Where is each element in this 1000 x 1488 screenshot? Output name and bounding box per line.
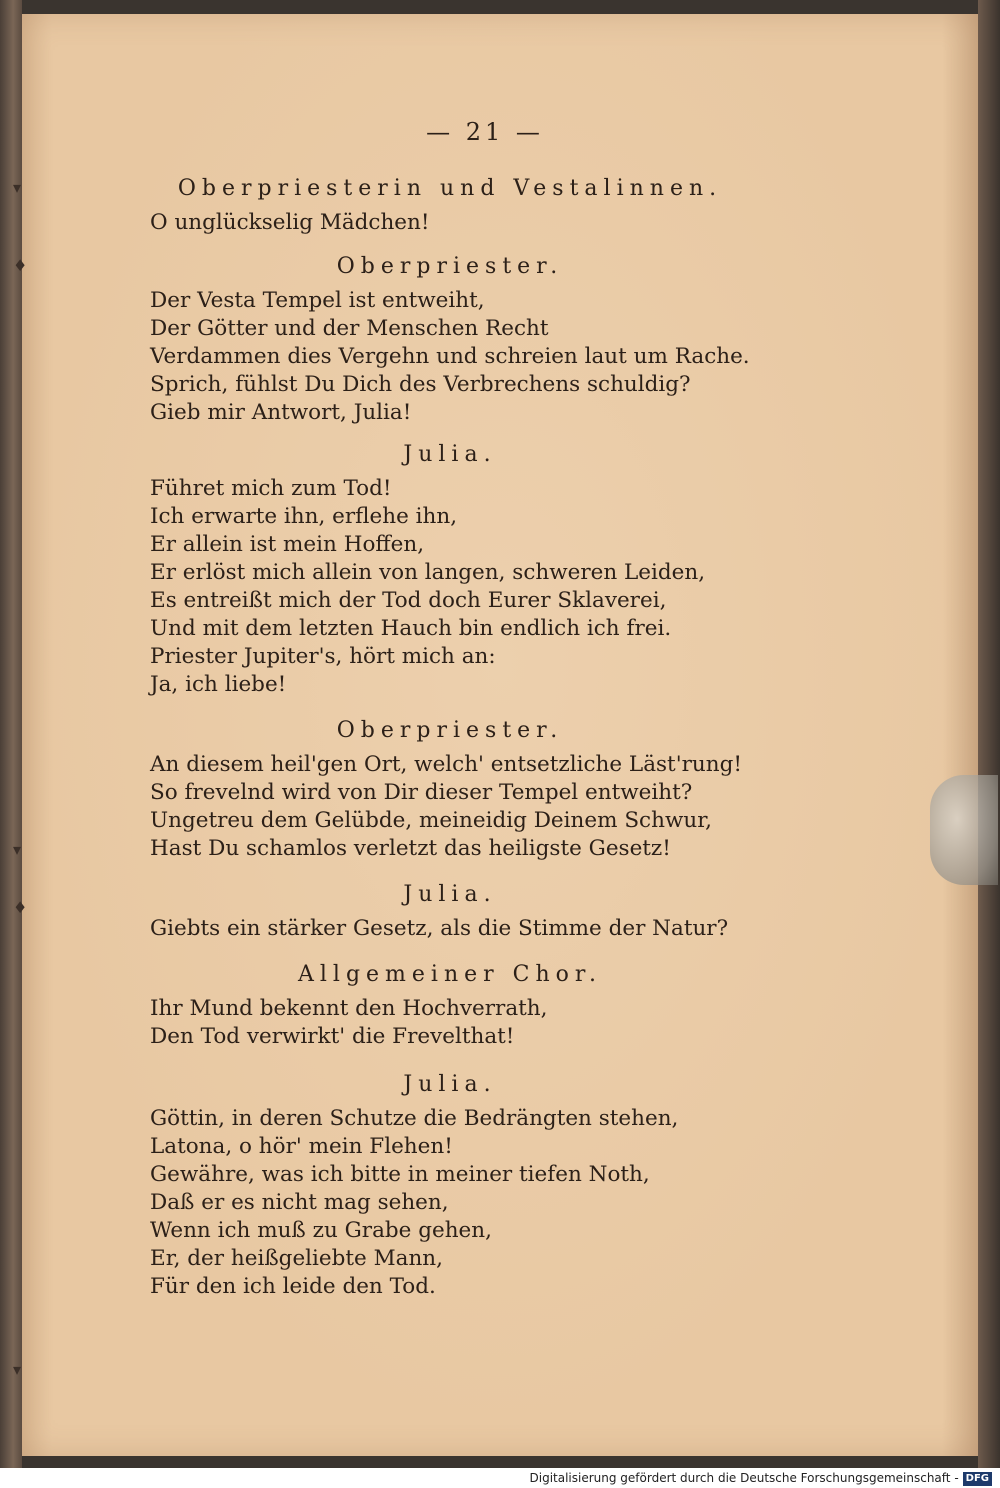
binding-thread-mark: ▾ <box>13 178 22 197</box>
dfg-logo: DFG <box>963 1472 992 1486</box>
page-clip <box>930 775 998 885</box>
verse-line: An diesem heil'gen Ort, welch' entsetzliche Läst'rung! <box>150 752 742 777</box>
verse-line: Es entreißt mich der Tod doch Eurer Sklaverei, <box>150 588 667 613</box>
verse-line: Er erlöst mich allein von langen, schweren Leiden, <box>150 560 706 585</box>
verse-line: Der Götter und der Menschen Recht <box>150 316 549 341</box>
verse-line: Er allein ist mein Hoffen, <box>150 532 425 557</box>
digitization-footer <box>0 1468 1000 1488</box>
verse-line: So frevelnd wird von Dir dieser Tempel entweiht? <box>150 780 693 805</box>
verse-line: Verdammen dies Vergehn und schreien laut um Rache. <box>150 344 750 369</box>
speaker-heading: Oberpriesterin und Vestalinnen. <box>177 176 723 201</box>
speaker-heading: Oberpriester. <box>336 718 564 743</box>
verse-line: Den Tod verwirkt' die Frevelthat! <box>150 1024 515 1049</box>
verse-line: Der Vesta Tempel ist entweiht, <box>150 288 485 313</box>
binding-thread-mark: ♦ <box>13 256 28 275</box>
verse-line: Ja, ich liebe! <box>150 672 287 697</box>
speaker-heading: Allgemeiner Chor. <box>297 962 603 987</box>
binding-thread-mark: ▾ <box>13 1360 22 1379</box>
speaker-heading: Julia. <box>403 882 497 907</box>
verse-line: Giebts ein stärker Gesetz, als die Stimme der Natur? <box>150 916 729 941</box>
speaker-heading: Julia. <box>403 1072 497 1097</box>
verse-line: O unglückselig Mädchen! <box>150 210 430 235</box>
verse-line: Für den ich leide den Tod. <box>150 1274 436 1299</box>
verse-line: Daß er es nicht mag sehen, <box>150 1190 449 1215</box>
verse-line: Und mit dem letzten Hauch bin endlich ich frei. <box>150 616 672 641</box>
verse-line: Wenn ich muß zu Grabe gehen, <box>150 1218 492 1243</box>
verse-line: Ich erwarte ihn, erflehe ihn, <box>150 504 458 529</box>
page-number: — 21 — <box>426 118 544 146</box>
verse-line: Gewähre, was ich bitte in meiner tiefen Noth, <box>150 1162 650 1187</box>
verse-line: Priester Jupiter's, hört mich an: <box>150 644 496 669</box>
verse-line: Latona, o hör' mein Flehen! <box>150 1134 453 1159</box>
verse-line: Er, der heißgeliebte Mann, <box>150 1246 443 1271</box>
speaker-heading: Julia. <box>403 442 497 467</box>
verse-line: Führet mich zum Tod! <box>150 476 392 501</box>
binding-thread-mark: ♦ <box>13 898 28 917</box>
binding-thread-mark: ▾ <box>13 840 22 859</box>
verse-line: Sprich, fühlst Du Dich des Verbrechens schuldig? <box>150 372 691 397</box>
page-edge <box>978 0 1000 1468</box>
verse-line: Göttin, in deren Schutze die Bedrängten stehen, <box>150 1106 679 1131</box>
verse-line: Gieb mir Antwort, Julia! <box>150 400 412 425</box>
verse-line: Hast Du schamlos verletzt das heiligste Gesetz! <box>150 836 671 861</box>
footer-credit-text: Digitalisierung gefördert durch die Deutsche Forschungsgemeinschaft - <box>529 1471 959 1485</box>
speaker-heading: Oberpriester. <box>336 254 564 279</box>
verse-line: Ungetreu dem Gelübde, meineidig Deinem Schwur, <box>150 808 712 833</box>
verse-line: Ihr Mund bekennt den Hochverrath, <box>150 996 548 1021</box>
book-gutter <box>0 0 22 1468</box>
